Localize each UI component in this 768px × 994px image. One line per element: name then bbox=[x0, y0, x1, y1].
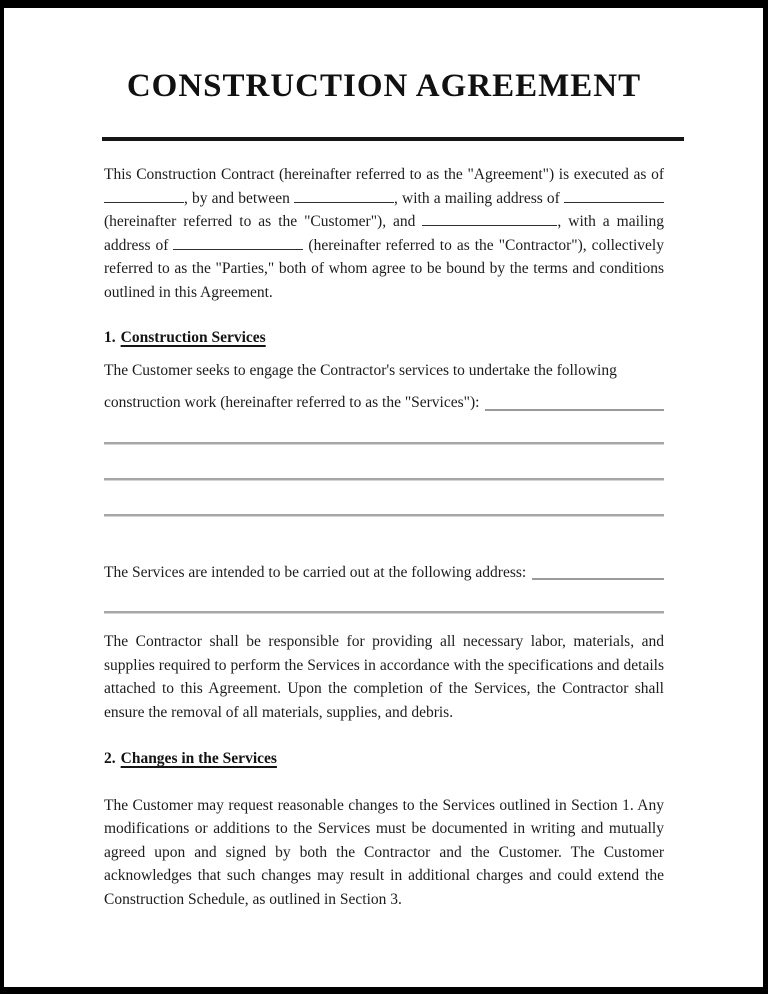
contract-page bbox=[4, 8, 763, 987]
blank-customer-name bbox=[294, 189, 394, 203]
section-1-title: Construction Services bbox=[120, 329, 266, 346]
services-label: construction work (hereinafter referred to as the "Services"): bbox=[104, 394, 480, 411]
intro-text-5: , with a mailing address of bbox=[104, 213, 665, 254]
intro-paragraph bbox=[104, 163, 664, 304]
page-content bbox=[4, 65, 763, 911]
address-blank-line bbox=[532, 578, 664, 580]
intro-text-1: This Construction Contract (hereinafter referred to as the "Agreement") is executed as of bbox=[104, 166, 664, 183]
write-in-line-2 bbox=[104, 478, 664, 481]
services-fill-line bbox=[104, 391, 664, 415]
intro-text-2: , by and between bbox=[184, 189, 294, 207]
blank-execution-date bbox=[104, 189, 184, 203]
services-blank-line bbox=[485, 409, 664, 411]
write-in-line-4 bbox=[104, 611, 664, 614]
write-in-line-3 bbox=[104, 514, 664, 517]
blank-contractor-name bbox=[422, 212, 557, 226]
section-2-paragraph: The Customer may request reasonable changes to the Services outlined in Section 1. Any modifications or additions to the Services must be documented in writing and mutually agreed upon and signed by both the Contractor and the Customer. The Customer acknowledges that such changes may result in additional charges and could extend the Construction Schedule, as outlined in Section 3. bbox=[104, 796, 664, 908]
intro-text-3: , with a mailing address of bbox=[394, 189, 564, 207]
write-in-line-1 bbox=[104, 442, 664, 445]
section-1-heading bbox=[104, 326, 664, 350]
address-label: The Services are intended to be carried out at the following address: bbox=[104, 563, 527, 581]
section-2-heading bbox=[104, 747, 664, 771]
section-2-number: 2. bbox=[104, 750, 116, 767]
section-2-title: Changes in the Services bbox=[120, 750, 277, 767]
address-fill-line bbox=[104, 561, 664, 585]
section-1-number: 1. bbox=[104, 329, 116, 346]
contractor-responsibility-paragraph: The Contractor shall be responsible for providing all necessary labor, materials, and supplies required to perform the Services in accordance with the specifications and details attached to this Agreement. Upon the completion of the Services, the Contractor shall ensure the removal of all materials, supplies, and debris. bbox=[104, 633, 664, 721]
document-title: CONSTRUCTION AGREEMENT bbox=[126, 68, 642, 104]
section-1-intro-line: The Customer seeks to engage the Contractor's services to undertake the following bbox=[104, 361, 617, 379]
blank-contractor-address bbox=[173, 236, 303, 250]
intro-text-6: (hereinafter referred to as the "Contractor"), collectively referred to as the "Parties," both of whom agree to be bound by the terms and conditions outlined in this Agreement. bbox=[104, 236, 664, 301]
blank-customer-address bbox=[564, 189, 664, 203]
title-rule bbox=[102, 137, 684, 141]
intro-text-4: (hereinafter referred to as the "Customer"), and bbox=[104, 213, 423, 230]
